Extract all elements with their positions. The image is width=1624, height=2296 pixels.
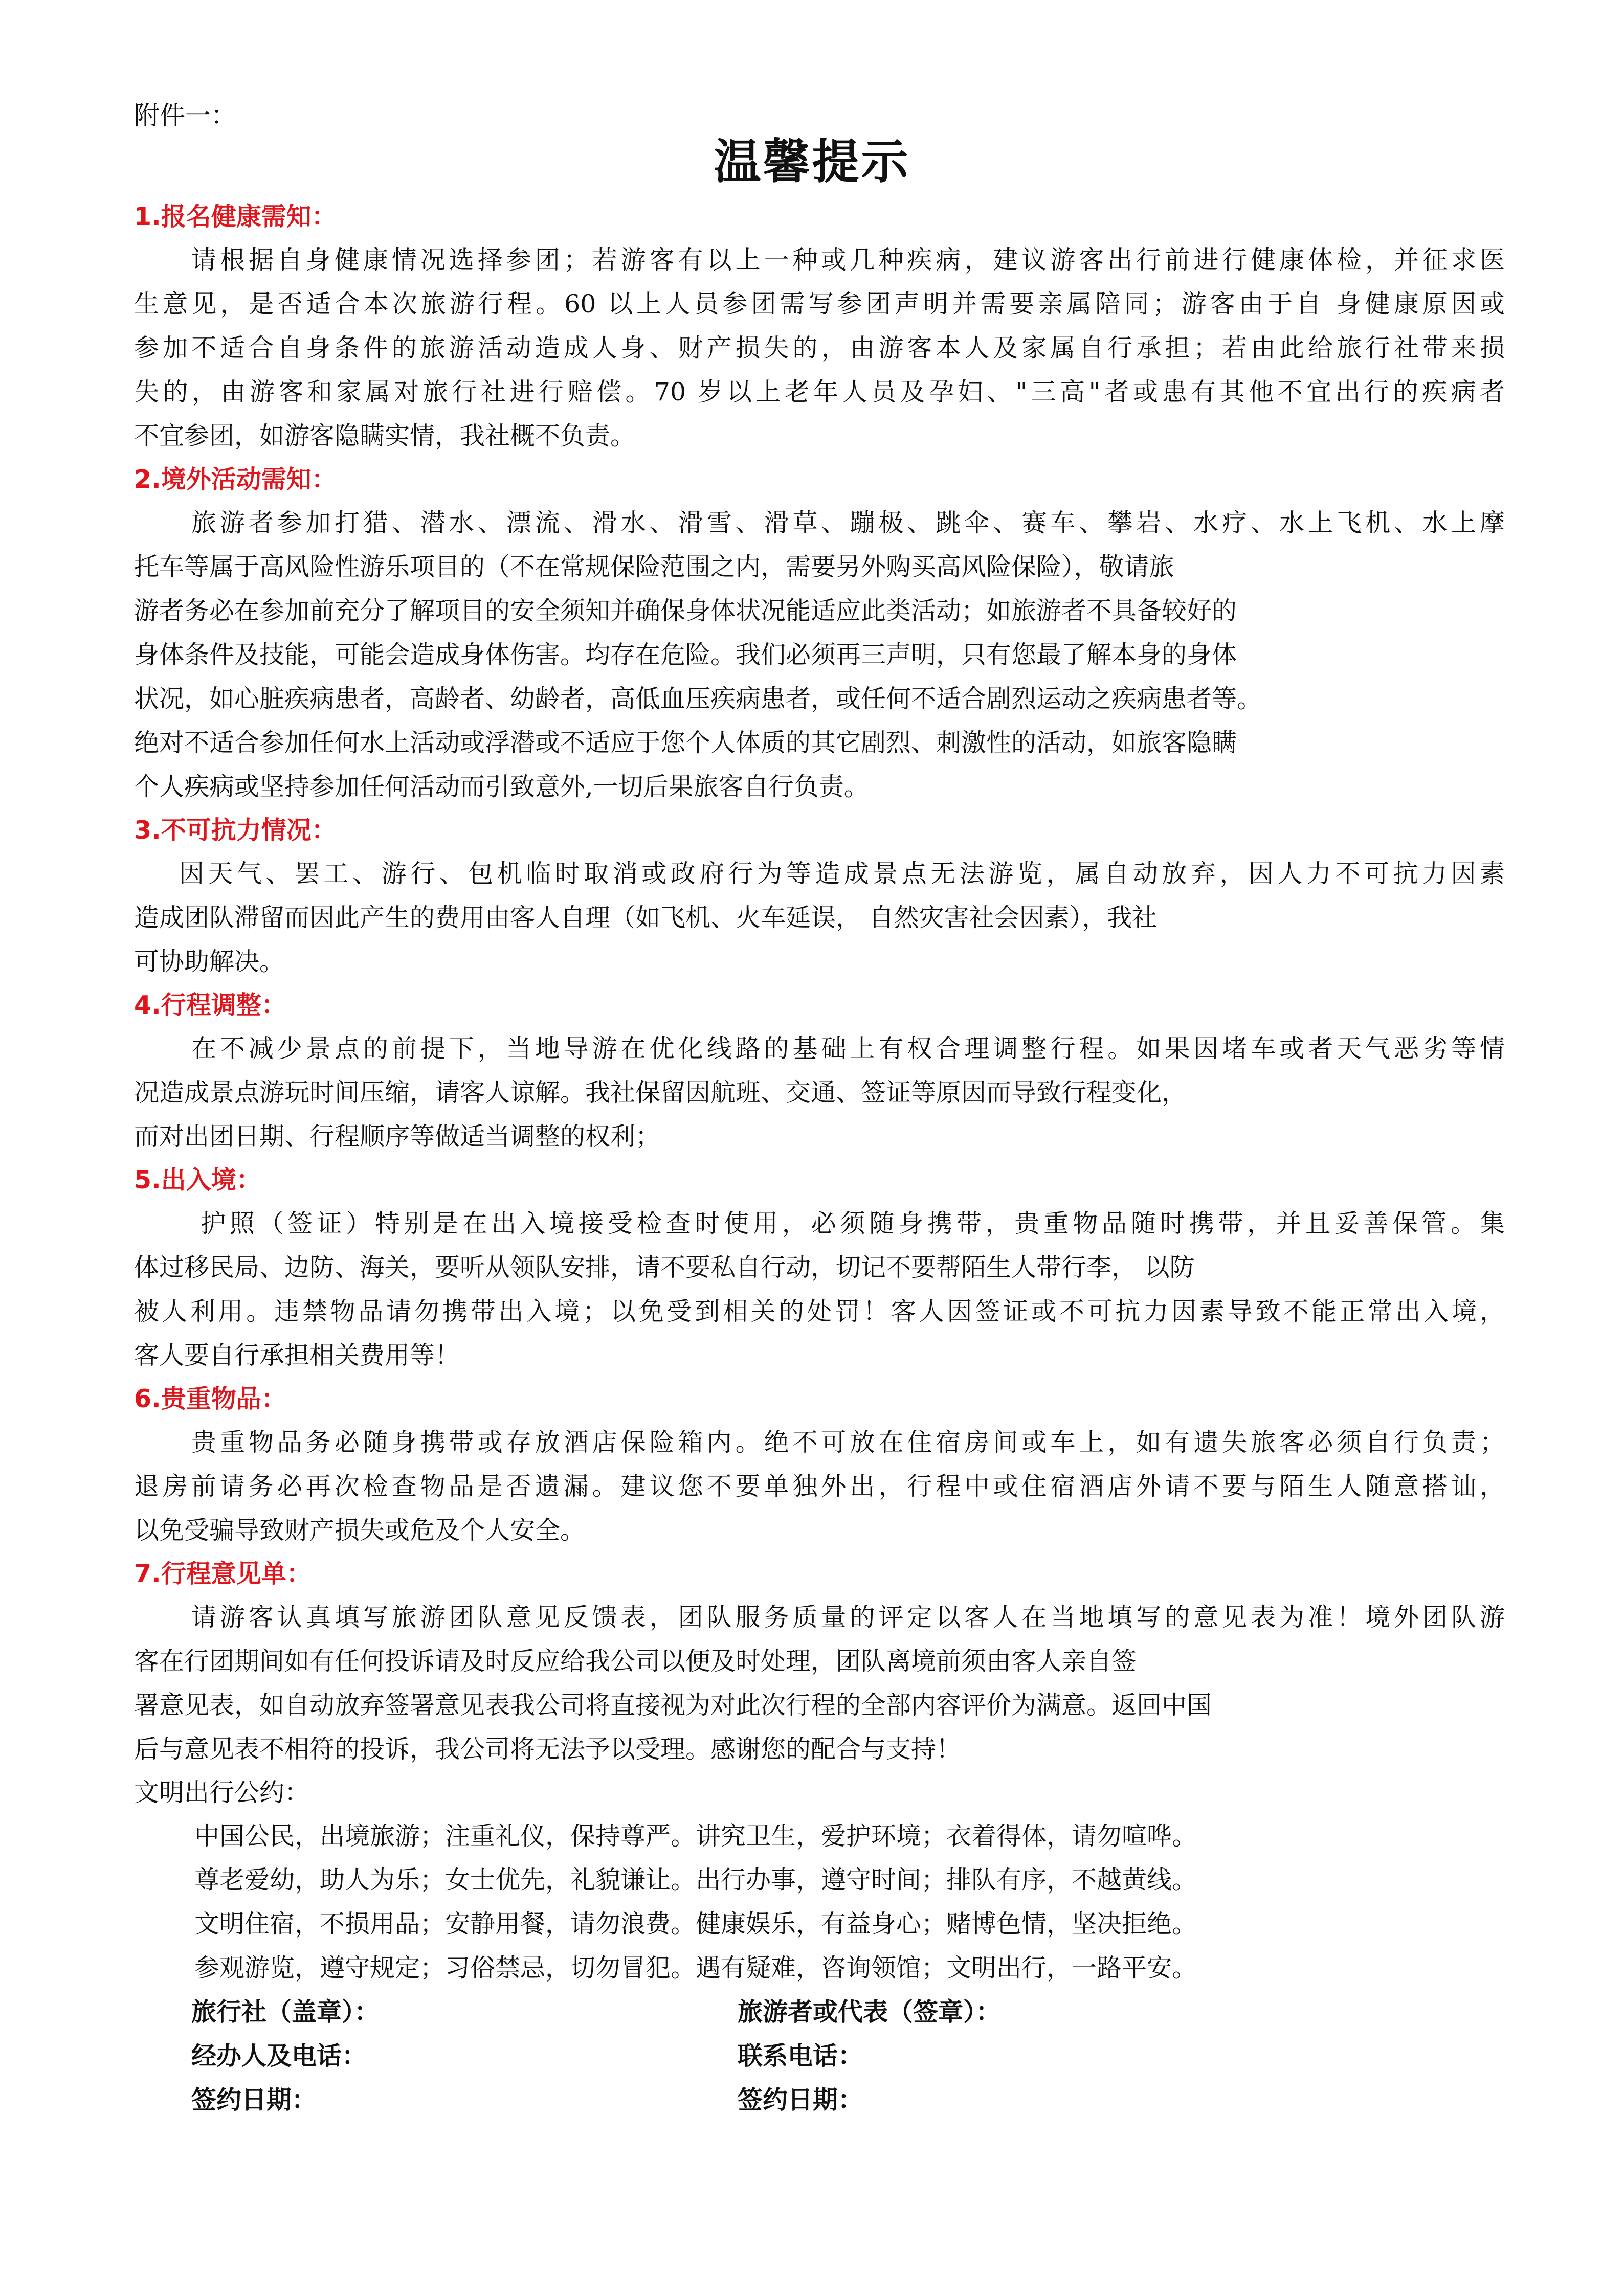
- section-heading-itinerary-adjustment: 4.行程调整：: [134, 991, 286, 1020]
- paragraph-line: 失的，由游客和家属对旅行社进行赔偿。70 岁以上老年人员及孕妇、"三高"者或患有其他不宜出行的疾病者: [134, 377, 1505, 407]
- agency-seal-label: 旅行社（盖章）：: [191, 1997, 380, 2027]
- section-heading-health: 1.报名健康需知：: [134, 202, 337, 231]
- civility-line: 参观游览，遵守规定；习俗禁忌，切勿冒犯。遇有疑难，咨询领馆；文明出行，一路平安。: [194, 1953, 1197, 1983]
- section-heading-immigration: 5.出入境：: [134, 1165, 261, 1195]
- civility-line: 尊老爱幼，助人为乐；女士优先，礼貌谦让。出行办事，遵守时间；排队有序，不越黄线。: [194, 1865, 1197, 1895]
- section-heading-feedback-form: 7.行程意见单：: [134, 1559, 312, 1588]
- paragraph-line: 状况，如心脏疾病患者，高龄者、幼龄者，高低血压疾病患者，或任何不适合剧烈运动之疾病患者等。: [134, 684, 1262, 713]
- paragraph-line: 参加不适合自身条件的旅游活动造成人身、财产损失的，由游客本人及家属自行承担；若由此给旅行社带来损: [134, 333, 1505, 363]
- section-heading-valuables: 6.贵重物品：: [134, 1384, 286, 1413]
- paragraph-line: 在不减少景点的前提下，当地导游在优化线路的基础上有权合理调整行程。如果因堵车或者天气恶劣等情: [191, 1034, 1505, 1063]
- annex-label: 附件一：: [134, 101, 236, 130]
- paragraph-line: 请根据自身健康情况选择参团；若游客有以上一种或几种疾病，建议游客出行前进行健康体检，并征求医: [191, 245, 1505, 275]
- paragraph-line: 绝对不适合参加任何水上活动或浮潜或不适应于您个人体质的其它剧烈、刺激性的活动，如旅客隐瞒: [134, 728, 1237, 757]
- page-title: 温馨提示: [714, 134, 910, 189]
- signing-date-left-label: 签约日期：: [191, 2085, 317, 2114]
- signing-date-right-label: 签约日期：: [738, 2085, 863, 2114]
- signature-row: [134, 1990, 1505, 2034]
- paragraph-line: 被人利用。违禁物品请勿携带出入境；以免受到相关的处罚！客人因签证或不可抗力因素导致不能正常出入境，: [134, 1297, 1505, 1326]
- notice-content: [134, 195, 1505, 2122]
- paragraph-line: 请游客认真填写旅游团队意见反馈表，团队服务质量的评定以客人在当地填写的意见表为准！境外团队游: [191, 1603, 1505, 1632]
- paragraph-line: 况造成景点游玩时间压缩，请客人谅解。我社保留因航班、交通、签证等原因而导致行程变化，: [134, 1078, 1187, 1107]
- handler-phone-label: 经办人及电话：: [191, 2041, 367, 2070]
- paragraph-line: 身体条件及技能，可能会造成身体伤害。均存在危险。我们必须再三声明，只有您最了解本身的身体: [134, 640, 1237, 669]
- paragraph-line: 而对出团日期、行程顺序等做适当调整的权利；: [134, 1122, 661, 1151]
- paragraph-line: 个人疾病或坚持参加任何活动而引致意外,一切后果旅客自行负责。: [134, 772, 869, 801]
- traveler-sign-label: 旅游者或代表（签章）：: [738, 1997, 1001, 2027]
- paragraph-line: 因天气、罢工、游行、包机临时取消或政府行为等造成景点无法游览，属自动放弃，因人力不可抗力因素: [179, 859, 1505, 888]
- paragraph-line: 造成团队滞留而因此产生的费用由客人自理（如飞机、火车延误， 自然灾害社会因素），我社: [134, 903, 1158, 932]
- paragraph-line: 托车等属于高风险性游乐项目的（不在常规保险范围之内，需要另外购买高风险保险），敬请旅: [134, 552, 1174, 581]
- paragraph-line: 客在行团期间如有任何投诉请及时反应给我公司以便及时处理，团队离境前须由客人亲自签: [134, 1647, 1137, 1676]
- paragraph-line: 可协助解决。: [134, 947, 285, 976]
- paragraph-line: 贵重物品务必随身携带或存放酒店保险箱内。绝不可放在住宿房间或车上，如有遗失旅客必须自行负责；: [191, 1428, 1505, 1457]
- paragraph-line: 退房前请务必再次检查物品是否遗漏。建议您不要单独外出，行程中或住宿酒店外请不要与陌生人随意搭讪，: [134, 1472, 1505, 1501]
- section-heading-force-majeure: 3.不可抗力情况：: [134, 816, 337, 845]
- paragraph-line: 护照（签证）特别是在出入境接受检查时使用，必须随身携带，贵重物品随时携带，并且妥善保管。集: [201, 1209, 1505, 1238]
- contact-phone-label: 联系电话：: [738, 2041, 863, 2070]
- paragraph-line: 生意见，是否适合本次旅游行程。60 以上人员参团需写参团声明并需要亲属陪同；游客由于自 身健康原因或: [134, 289, 1505, 319]
- paragraph-line: 署意见表，如自动放弃签署意见表我公司将直接视为对此次行程的全部内容评价为满意。返回中国: [134, 1691, 1212, 1720]
- civility-line: 中国公民，出境旅游；注重礼仪，保持尊严。讲究卫生，爱护环境；衣着得体，请勿喧哗。: [194, 1821, 1197, 1851]
- civility-title: 文明出行公约：: [134, 1778, 310, 1807]
- signature-row: [134, 2078, 1505, 2122]
- paragraph-line: 以免受骗导致财产损失或危及个人安全。: [134, 1516, 586, 1545]
- paragraph-line: 游者务必在参加前充分了解项目的安全须知并确保身体状况能适应此类活动；如旅游者不具备较好的: [134, 596, 1237, 625]
- paragraph-line: 不宜参团，如游客隐瞒实情，我社概不负责。: [134, 421, 636, 451]
- section-heading-outdoor-activities: 2.境外活动需知：: [134, 465, 337, 494]
- paragraph-line: 旅游者参加打猎、潜水、漂流、滑水、滑雪、滑草、蹦极、跳伞、赛车、攀岩、水疗、水上飞机、水上摩: [191, 508, 1505, 537]
- paragraph-line: 后与意见表不相符的投诉，我公司将无法予以受理。感谢您的配合与支持！: [134, 1735, 962, 1764]
- paragraph-line: 客人要自行承担相关费用等！: [134, 1341, 460, 1370]
- signature-row: [134, 2034, 1505, 2078]
- civility-line: 文明住宿，不损用品；安静用餐，请勿浪费。健康娱乐，有益身心；赌博色情，坚决拒绝。: [194, 1909, 1197, 1939]
- paragraph-line: 体过移民局、边防、海关，要听从领队安排，请不要私自行动，切记不要帮陌生人带行李， 以防: [134, 1253, 1195, 1282]
